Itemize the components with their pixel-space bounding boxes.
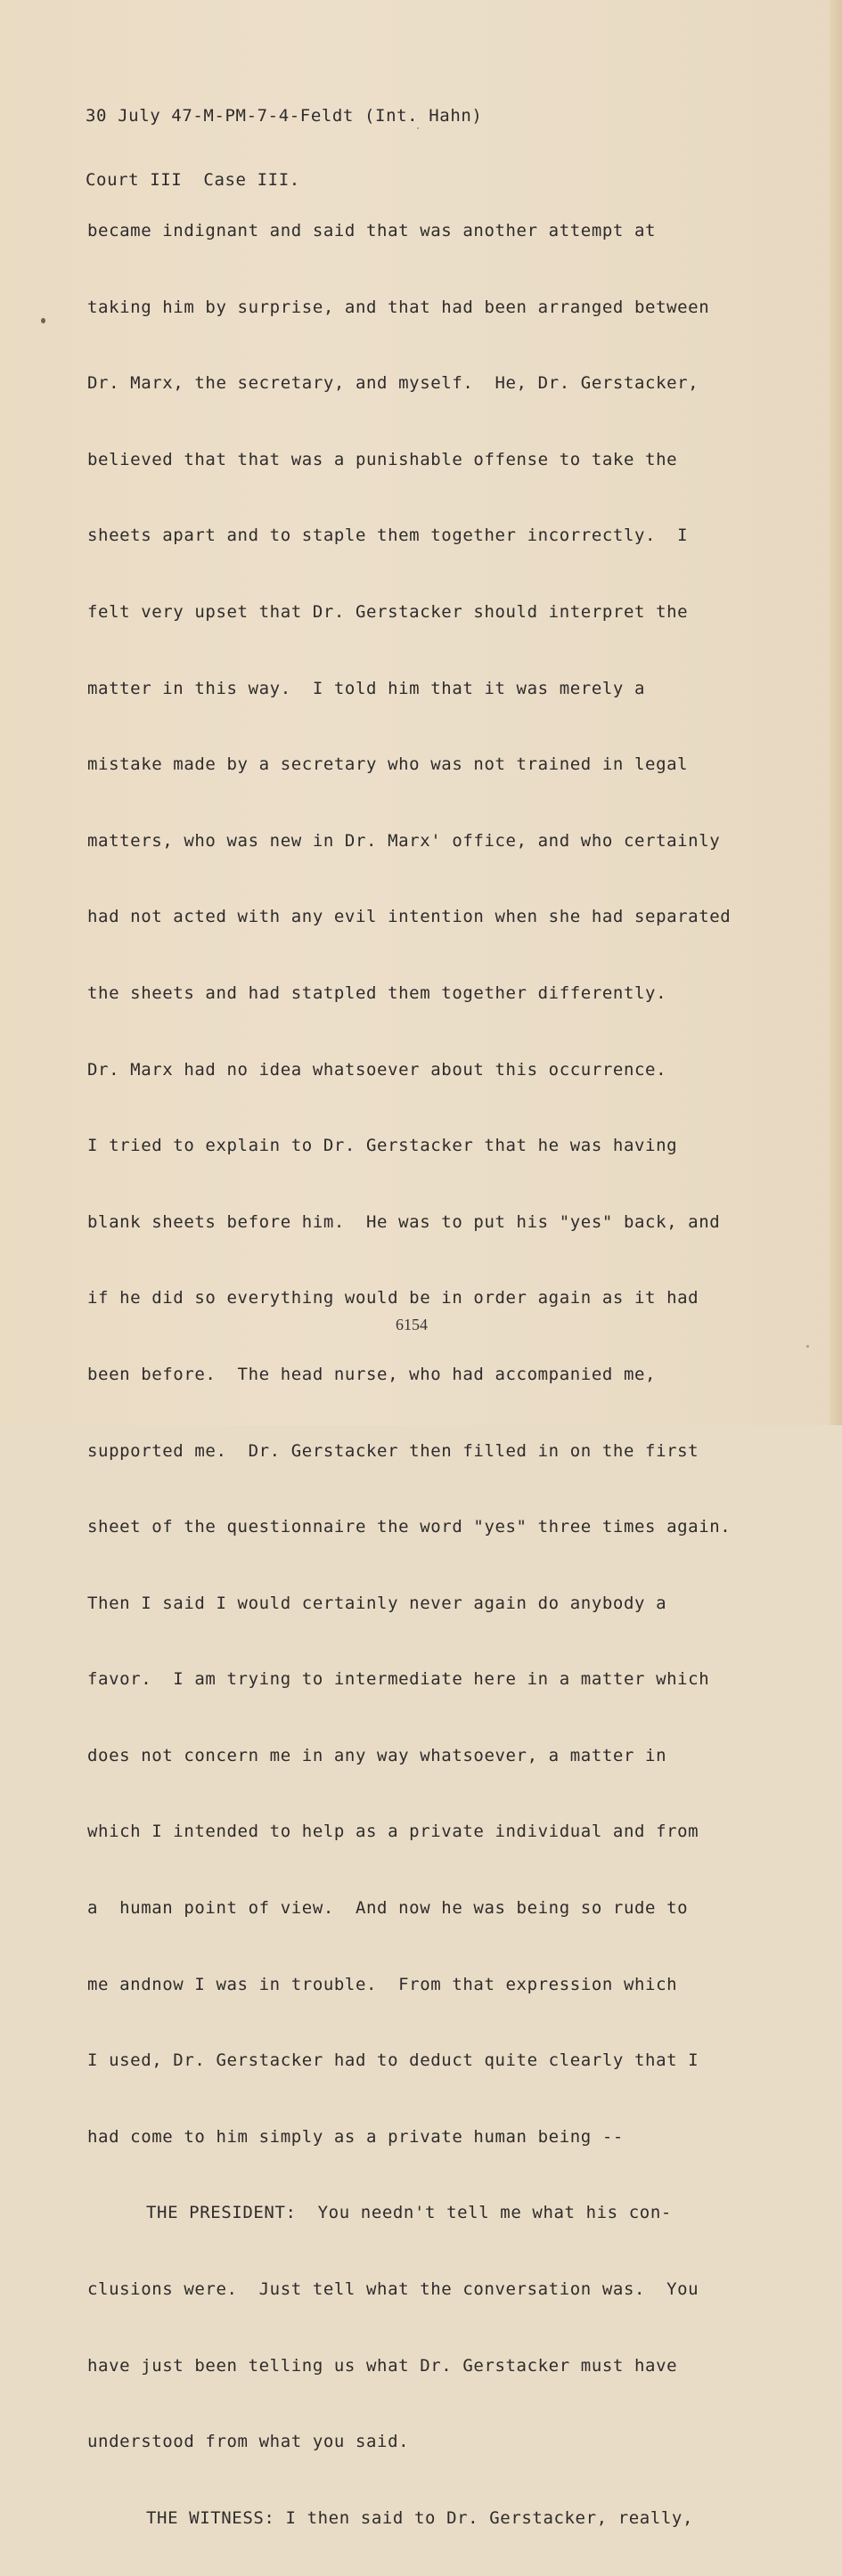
body-line: clusions were. Just tell what the conversation was. You [87, 2279, 699, 2300]
paper-speck [41, 318, 45, 323]
body-line: a human point of view. And now he was being so rude to [87, 1898, 689, 1919]
body-line: Dr. Marx had no idea whatsoever about this occurrence. [87, 1059, 667, 1080]
body-line: matters, who was new in Dr. Marx' office, and who certainly [87, 830, 721, 851]
paper-speck [417, 127, 419, 129]
witness-statement: THE WITNESS: I then said to Dr. Gerstacker, really, [146, 2507, 693, 2528]
body-line: I used, Dr. Gerstacker had to deduct quite clearly that I [87, 2050, 699, 2071]
body-line: does not concern me in any way whatsoever, a matter in [87, 1745, 667, 1765]
body-line: I tried to explain to Dr. Gerstacker that he was having [87, 1136, 678, 1156]
page-number: 6154 [396, 1316, 428, 1333]
body-line: blank sheets before him. He was to put his "yes" back, and [87, 1211, 721, 1232]
body-line: felt very upset that Dr. Gerstacker should interpret the [87, 601, 689, 622]
transcript-body [87, 174, 764, 2576]
body-line: mistake made by a secretary who was not trained in legal [87, 754, 689, 775]
header-court-line: Court III Case III. [86, 170, 300, 190]
body-line: me andnow I was in trouble. From that expression which [87, 1974, 678, 1994]
body-line: been before. The head nurse, who had accompanied me, [87, 1364, 657, 1384]
president-statement: THE PRESIDENT: You needn't tell me what his con- [146, 2203, 672, 2223]
body-line: sheet of the questionnaire the word "yes" three times again. [87, 1517, 732, 1537]
body-line: believed that that was a punishable offense to take the [87, 449, 678, 469]
body-line: if he did so everything would be in order again as it had [87, 1288, 699, 1308]
body-line: matter in this way. I told him that it was merely a [87, 678, 646, 698]
body-line: taking him by surprise, and that had been arranged between [87, 297, 710, 317]
body-line: Then I said I would certainly never again do anybody a [87, 1593, 667, 1613]
body-line: sheets apart and to staple them together incorrectly. I [87, 526, 689, 546]
body-line: had come to him simply as a private human being -- [87, 2126, 624, 2147]
body-line: the sheets and had statpled them together differently. [87, 982, 667, 1003]
body-line: which I intended to help as a private individual and from [87, 1822, 699, 1842]
header-date-line: 30 July 47-M-PM-7-4-Feldt (Int. Hahn) [86, 106, 483, 126]
body-line: became indignant and said that was another attempt at [87, 221, 657, 240]
body-line: understood from what you said. [87, 2432, 410, 2452]
body-line: had not acted with any evil intention when she had separated [87, 907, 732, 927]
body-line: supported me. Dr. Gerstacker then filled in on the first [87, 1440, 699, 1461]
body-line: Dr. Marx, the secretary, and myself. He, Dr. Gerstacker, [87, 373, 699, 394]
paper-speck [806, 1345, 809, 1348]
body-line: have just been telling us what Dr. Gerstacker must have [87, 2355, 678, 2376]
body-line: favor. I am trying to intermediate here in a matter which [87, 1669, 710, 1690]
page-edge [830, 0, 842, 1425]
